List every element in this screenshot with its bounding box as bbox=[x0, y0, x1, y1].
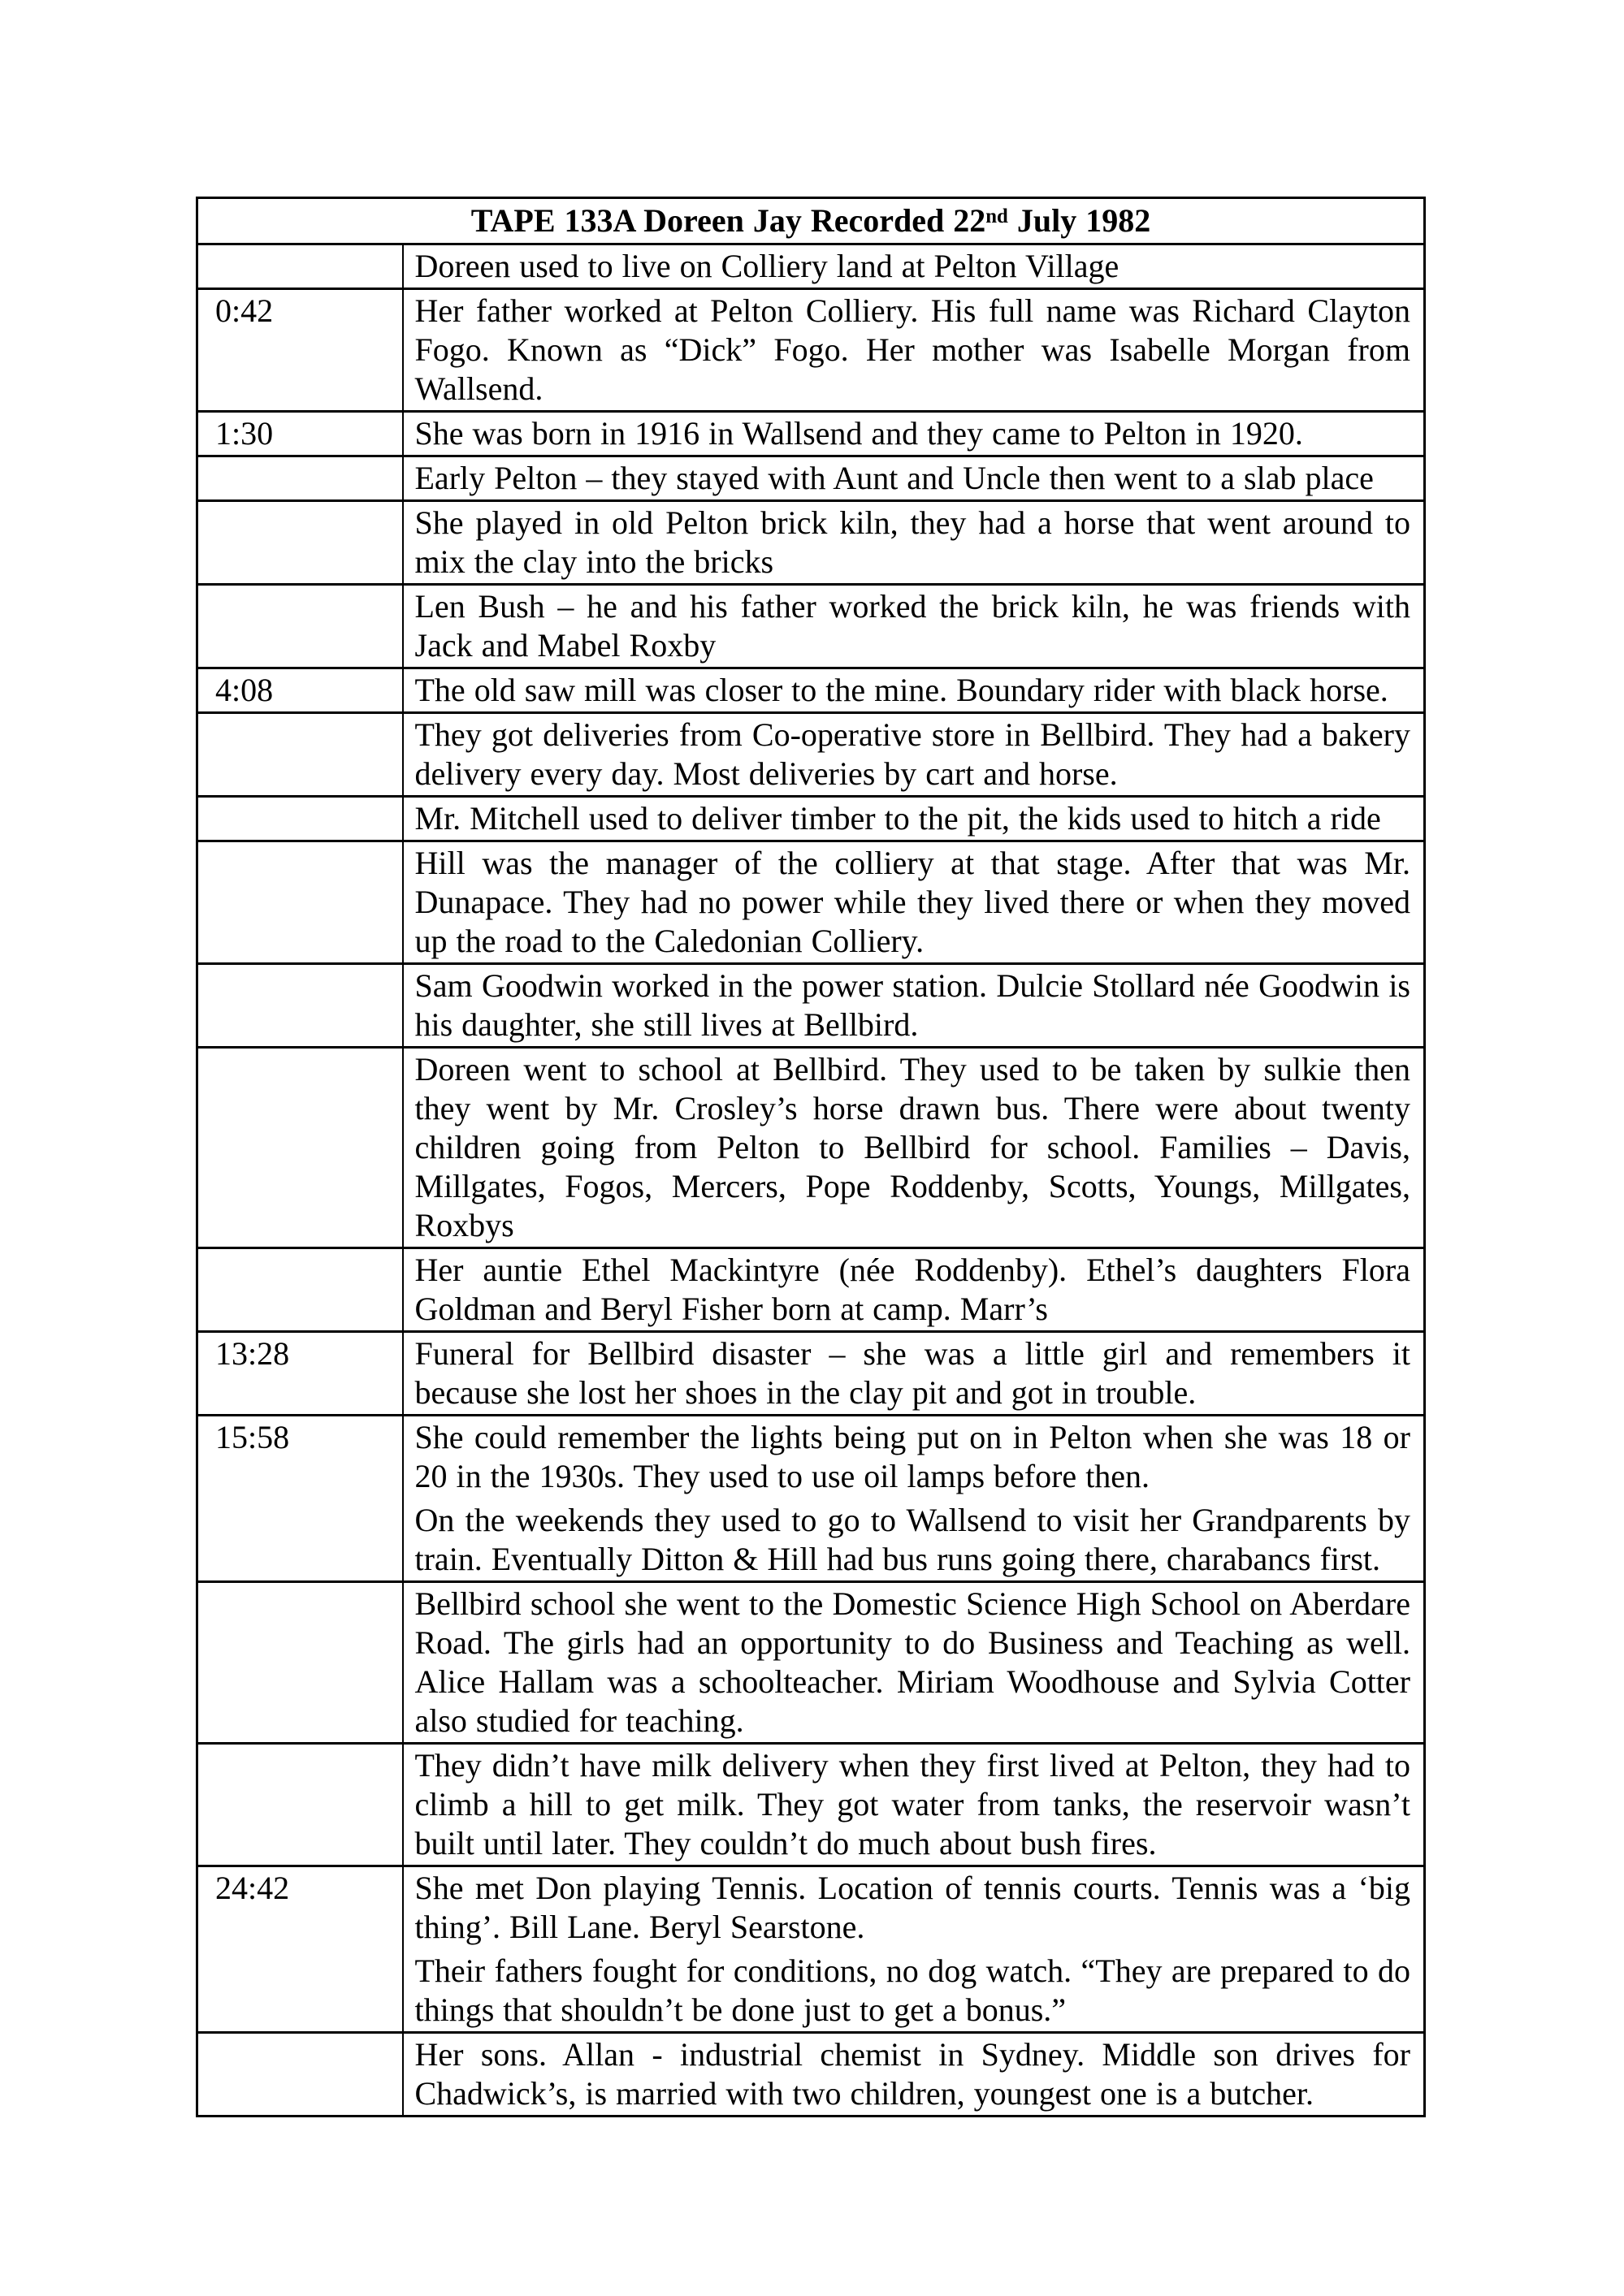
time-cell bbox=[197, 1248, 403, 1332]
time-cell bbox=[197, 244, 403, 289]
note-cell bbox=[403, 1416, 1425, 1582]
table-row bbox=[197, 841, 1425, 964]
time-cell bbox=[197, 713, 403, 797]
table-row bbox=[197, 585, 1425, 668]
time-cell: 15:58 bbox=[197, 1416, 403, 1582]
note-cell bbox=[403, 797, 1425, 841]
note-paragraph: Her father worked at Pelton Colliery. His full name was Richard Clayton Fogo. Known as “Dick” Fogo. Her mother was Isabelle Morgan from Wallsend. bbox=[414, 292, 1410, 407]
note-cell bbox=[403, 501, 1425, 585]
note-cell bbox=[403, 1744, 1425, 1866]
note-paragraph: The old saw mill was closer to the mine. Boundary rider with black horse. bbox=[414, 672, 1388, 708]
table-row bbox=[197, 412, 1425, 456]
transcript-table bbox=[196, 197, 1426, 2117]
note-paragraph: Early Pelton – they stayed with Aunt and Uncle then went to a slab place bbox=[414, 460, 1374, 496]
time-cell bbox=[197, 1048, 403, 1248]
table-row bbox=[197, 1416, 1425, 1582]
note-paragraph: They didn’t have milk delivery when they first lived at Pelton, they had to climb a hill to get milk. They got water from tanks, the reservoir wasn’t built until later. They couldn’t do much about bush fires. bbox=[414, 1747, 1410, 1861]
table-title-prefix: TAPE 133A Doreen Jay Recorded 22 bbox=[470, 202, 986, 239]
table-title-ordinal: nd bbox=[985, 205, 1008, 227]
note-cell bbox=[403, 456, 1425, 501]
note-paragraph: Doreen went to school at Bellbird. They used to be taken by sulkie then they went by Mr. Crosley’s horse drawn bus. There were about twenty children going from Pelton to Bellbird for school. Families – Davis, Millgates, Fogos, Mercers, Pope Roddenby, Scotts, Youngs, Millgates, Roxbys bbox=[414, 1051, 1410, 1243]
note-paragraph: Their fathers fought for conditions, no dog watch. “They are prepared to do things that shouldn’t be done just to get a bonus.” bbox=[414, 1952, 1410, 2028]
note-cell bbox=[403, 412, 1425, 456]
note-cell bbox=[403, 964, 1425, 1048]
note-paragraph: Her sons. Allan - industrial chemist in Sydney. Middle son drives for Chadwick’s, is married with two children, youngest one is a butcher. bbox=[414, 2036, 1410, 2112]
note-cell bbox=[403, 244, 1425, 289]
table-row bbox=[197, 456, 1425, 501]
table-row bbox=[197, 1582, 1425, 1744]
note-paragraph: She could remember the lights being put on in Pelton when she was 18 or 20 in the 1930s. They used to use oil lamps before then. bbox=[414, 1419, 1410, 1494]
time-cell bbox=[197, 841, 403, 964]
note-cell bbox=[403, 1332, 1425, 1416]
note-paragraph: Bellbird school she went to the Domestic Science High School on Aberdare Road. The girls had an opportunity to do Business and Teaching as well. Alice Hallam was a schoolteacher. Miriam Woodhouse and Sylvia Cotter also studied for teaching. bbox=[414, 1585, 1410, 1739]
note-cell bbox=[403, 1866, 1425, 2033]
time-cell: 24:42 bbox=[197, 1866, 403, 2033]
time-cell bbox=[197, 501, 403, 585]
note-paragraph: Hill was the manager of the colliery at that stage. After that was Mr. Dunapace. They had no power while they lived there or when they moved up the road to the Caledonian Colliery. bbox=[414, 845, 1410, 959]
time-cell: 13:28 bbox=[197, 1332, 403, 1416]
transcript-body bbox=[197, 244, 1425, 2117]
time-cell bbox=[197, 1744, 403, 1866]
note-paragraph: Sam Goodwin worked in the power station. Dulcie Stollard née Goodwin is his daughter, she still lives at Bellbird. bbox=[414, 967, 1410, 1043]
table-row bbox=[197, 1248, 1425, 1332]
note-cell bbox=[403, 289, 1425, 412]
table-row bbox=[197, 668, 1425, 713]
time-cell bbox=[197, 585, 403, 668]
table-row bbox=[197, 1048, 1425, 1248]
table-row bbox=[197, 244, 1425, 289]
note-cell bbox=[403, 1248, 1425, 1332]
time-cell bbox=[197, 964, 403, 1048]
note-cell bbox=[403, 1048, 1425, 1248]
note-paragraph: She was born in 1916 in Wallsend and they came to Pelton in 1920. bbox=[414, 415, 1303, 452]
table-row bbox=[197, 797, 1425, 841]
table-row bbox=[197, 1866, 1425, 2033]
note-paragraph: She played in old Pelton brick kiln, they had a horse that went around to mix the clay into the bricks bbox=[414, 504, 1410, 580]
table-title-suffix: July 1982 bbox=[1007, 202, 1151, 239]
note-paragraph: Doreen used to live on Colliery land at Pelton Village bbox=[414, 248, 1119, 284]
time-cell: 0:42 bbox=[197, 289, 403, 412]
time-cell bbox=[197, 456, 403, 501]
note-cell bbox=[403, 668, 1425, 713]
table-row bbox=[197, 1744, 1425, 1866]
note-paragraph: She met Don playing Tennis. Location of tennis courts. Tennis was a ‘big thing’. Bill Lane. Beryl Searstone. bbox=[414, 1870, 1410, 1945]
table-row bbox=[197, 964, 1425, 1048]
note-paragraph: Mr. Mitchell used to deliver timber to the pit, the kids used to hitch a ride bbox=[414, 800, 1381, 837]
table-row bbox=[197, 2033, 1425, 2117]
time-cell bbox=[197, 2033, 403, 2117]
table-row bbox=[197, 713, 1425, 797]
note-paragraph: Len Bush – he and his father worked the brick kiln, he was friends with Jack and Mabel Roxby bbox=[414, 588, 1410, 664]
time-cell: 1:30 bbox=[197, 412, 403, 456]
note-cell bbox=[403, 2033, 1425, 2117]
note-paragraph: They got deliveries from Co-operative store in Bellbird. They had a bakery delivery every day. Most deliveries by cart and horse. bbox=[414, 716, 1410, 792]
time-cell bbox=[197, 1582, 403, 1744]
table-row bbox=[197, 501, 1425, 585]
note-cell bbox=[403, 585, 1425, 668]
time-cell: 4:08 bbox=[197, 668, 403, 713]
note-cell bbox=[403, 1582, 1425, 1744]
table-title bbox=[197, 198, 1425, 244]
table-row bbox=[197, 289, 1425, 412]
note-paragraph: Funeral for Bellbird disaster – she was a little girl and remembers it because she lost her shoes in the clay pit and got in trouble. bbox=[414, 1335, 1410, 1411]
note-paragraph: On the weekends they used to go to Wallsend to visit her Grandparents by train. Eventually Ditton & Hill had bus runs going there, charabancs first. bbox=[414, 1502, 1410, 1577]
note-cell bbox=[403, 841, 1425, 964]
note-cell bbox=[403, 713, 1425, 797]
header-row bbox=[197, 198, 1425, 244]
table-row bbox=[197, 1332, 1425, 1416]
time-cell bbox=[197, 797, 403, 841]
note-paragraph: Her auntie Ethel Mackintyre (née Roddenby). Ethel’s daughters Flora Goldman and Beryl Fisher born at camp. Marr’s bbox=[414, 1252, 1410, 1327]
